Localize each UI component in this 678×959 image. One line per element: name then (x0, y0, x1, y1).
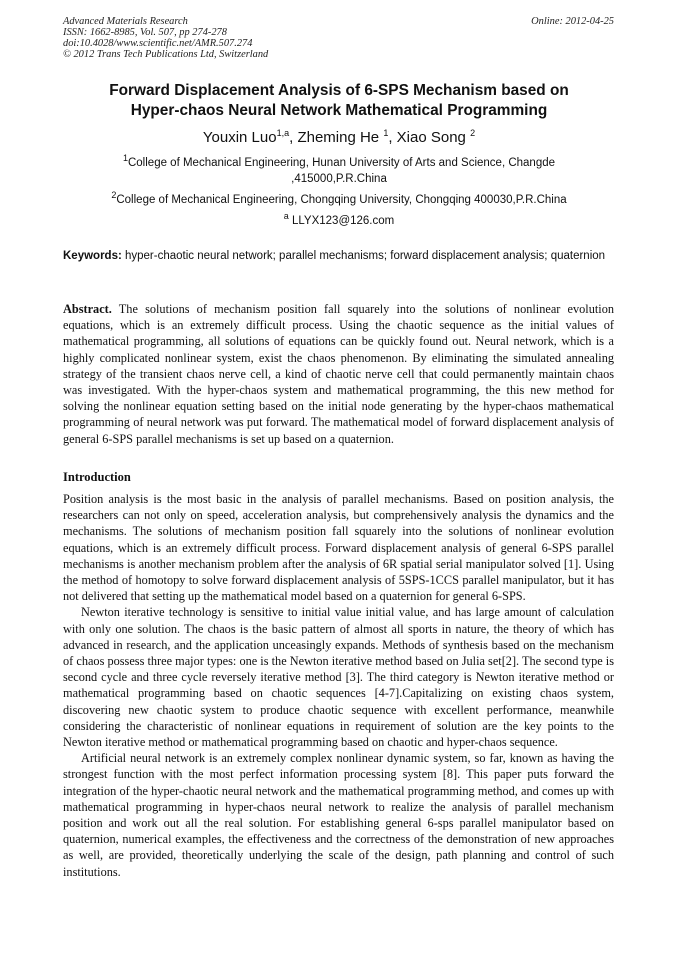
author-email (40, 213, 638, 229)
affiliation-mark: 2 (111, 190, 117, 201)
affiliation-text: College of Mechanical Engineering, Chongqing University, Chongqing 400030,P.R.China (116, 194, 567, 206)
author-name: Xiao Song (396, 129, 466, 146)
affiliation-1 (90, 155, 588, 187)
keywords-text: hyper-chaotic neural network; parallel mechanisms; forward displacement analysis; quaternion (125, 250, 606, 262)
affiliation-text: College of Mechanical Engineering, Hunan University of Arts and Science, Changde (127, 157, 556, 169)
email-address: LLYX123@126.com (291, 215, 395, 227)
author-name: Youxin Luo (202, 129, 277, 146)
section-heading-introduction: Introduction (63, 470, 131, 484)
author-affiliation-mark: 2 (470, 128, 476, 138)
title-line-1: Forward Displacement Analysis of 6-SPS Mechanism based on (109, 82, 569, 99)
author-name: Zheming He (297, 129, 380, 146)
paragraph: Position analysis is the most basic in the analysis of parallel mechanisms. Based on position analysis, the researchers can not only on speed, acceleration analysis, but comprehensively analysis the dynamics and the mechanisms. The solutions of mechanism position fall squarely into the solutions of nonlinear evolution equations, which is an extremely difficult process. Forward displacement analysis of general 6-SPS parallel mechanisms is another mechanism problem after the analysis of 6R spatial serial manipulator solved [1]. Using the method of homotopy to solve forward displacement analysis of 5SPS-1CCS parallel manipulator, but it has not delivered that setting up the mathematical model based on a quaternion for general 6-SPS. (63, 492, 614, 604)
affiliation-text-continued: ,415000,P.R.China (291, 173, 387, 185)
keywords-label: Keywords: (63, 250, 122, 262)
author-affiliation-mark: 1,a (276, 128, 290, 138)
author-affiliation-mark: 1 (383, 128, 389, 138)
abstract-label: Abstract. (63, 302, 112, 316)
journal-header (63, 16, 268, 60)
doi-line: doi:10.4028/www.scientific.net/AMR.507.274 (63, 38, 253, 49)
issn-line: ISSN: 1662-8985, Vol. 507, pp 274-278 (63, 27, 227, 38)
title-line-2: Hyper-chaos Neural Network Mathematical Programming (130, 102, 548, 119)
abstract (63, 301, 614, 447)
keywords (63, 249, 614, 264)
email-mark: a (283, 211, 289, 222)
abstract-text: The solutions of mechanism position fall squarely into the solutions of nonlinear evolution equations, which is an extremely difficult process. Using the chaotic sequence as the initial values of mathematical programming, all solutions of equations can be quickly found out. Neural network, which is a highly complicated nonlinear system, exist the chaos phenomenon. By eliminating the simulated annealing strategy of the transient chaos nerve cell, a kind of chaotic nerve cell that could permanently maintain chaos was investigated. With the hyper-chaos system and mathematical programming, the this new method for solving the nonlinear equation setting based on the initial node generating by the hyper-chaos mathematical programming of neural network was put forward. The mathematical model of forward displacement analysis of general 6-SPS parallel mechanisms is set up based on a quaternion. (63, 302, 614, 446)
affiliation-2 (60, 192, 618, 208)
paragraph: Artificial neural network is an extremely complex nonlinear dynamic system, so far, known as having the strongest function with the most perfect information processing system [8]. This paper puts forward the integration of the hyper-chaotic neural network and the mathematical programming method, and comes up with mathematical programming in hyper-chaos neural network to realize the analysis of parallel mechanism position and work out all the real solution. For establishing general 6-sps parallel manipulator based on quaternion, numerical examples, the effectiveness and the correctness of the demonstration of new approaches as well, are provided, theoretically underlying the scale of the design, path planning and control of such institutions. (63, 751, 614, 879)
author-list: Youxin Luo$^{1,a}$, Zheming He $^1$, Xiao Song $^2$ (202, 128, 476, 146)
copyright-line: © 2012 Trans Tech Publications Ltd, Switzerland (63, 49, 269, 60)
paragraph: Newton iterative technology is sensitive to initial value initial value, and has large amount of calculation with only one solution. The chaos is the basic pattern of almost all sports in nature, the theory of which has advanced in research, and the application unceasingly expands. Methods of synthesis based on the mechanism of chaos possess three major types: one is the Newton iterative method based on Julia set[2]. The second type is second cycle and three cycle reversely iterative method [3]. The third category is Newton iterative method or mathematical programming based on chaotic sequences [4-7].Capitalizing on existing chaos system, discovering new chaotic system to produce chaotic sequence with excellent performance, meanwhile considering the characteristic of nonlinear equations in requirement of solution are the key points to the Newton iterative method or mathematical programming based on chaotic and hyper-chaos sequence. (63, 605, 614, 750)
journal-name: Advanced Materials Research (63, 16, 188, 27)
affiliation-mark: 1 (122, 153, 128, 164)
online-date: Online: 2012-04-25 (531, 16, 614, 27)
introduction-body (63, 491, 614, 880)
paper-title (40, 81, 638, 121)
